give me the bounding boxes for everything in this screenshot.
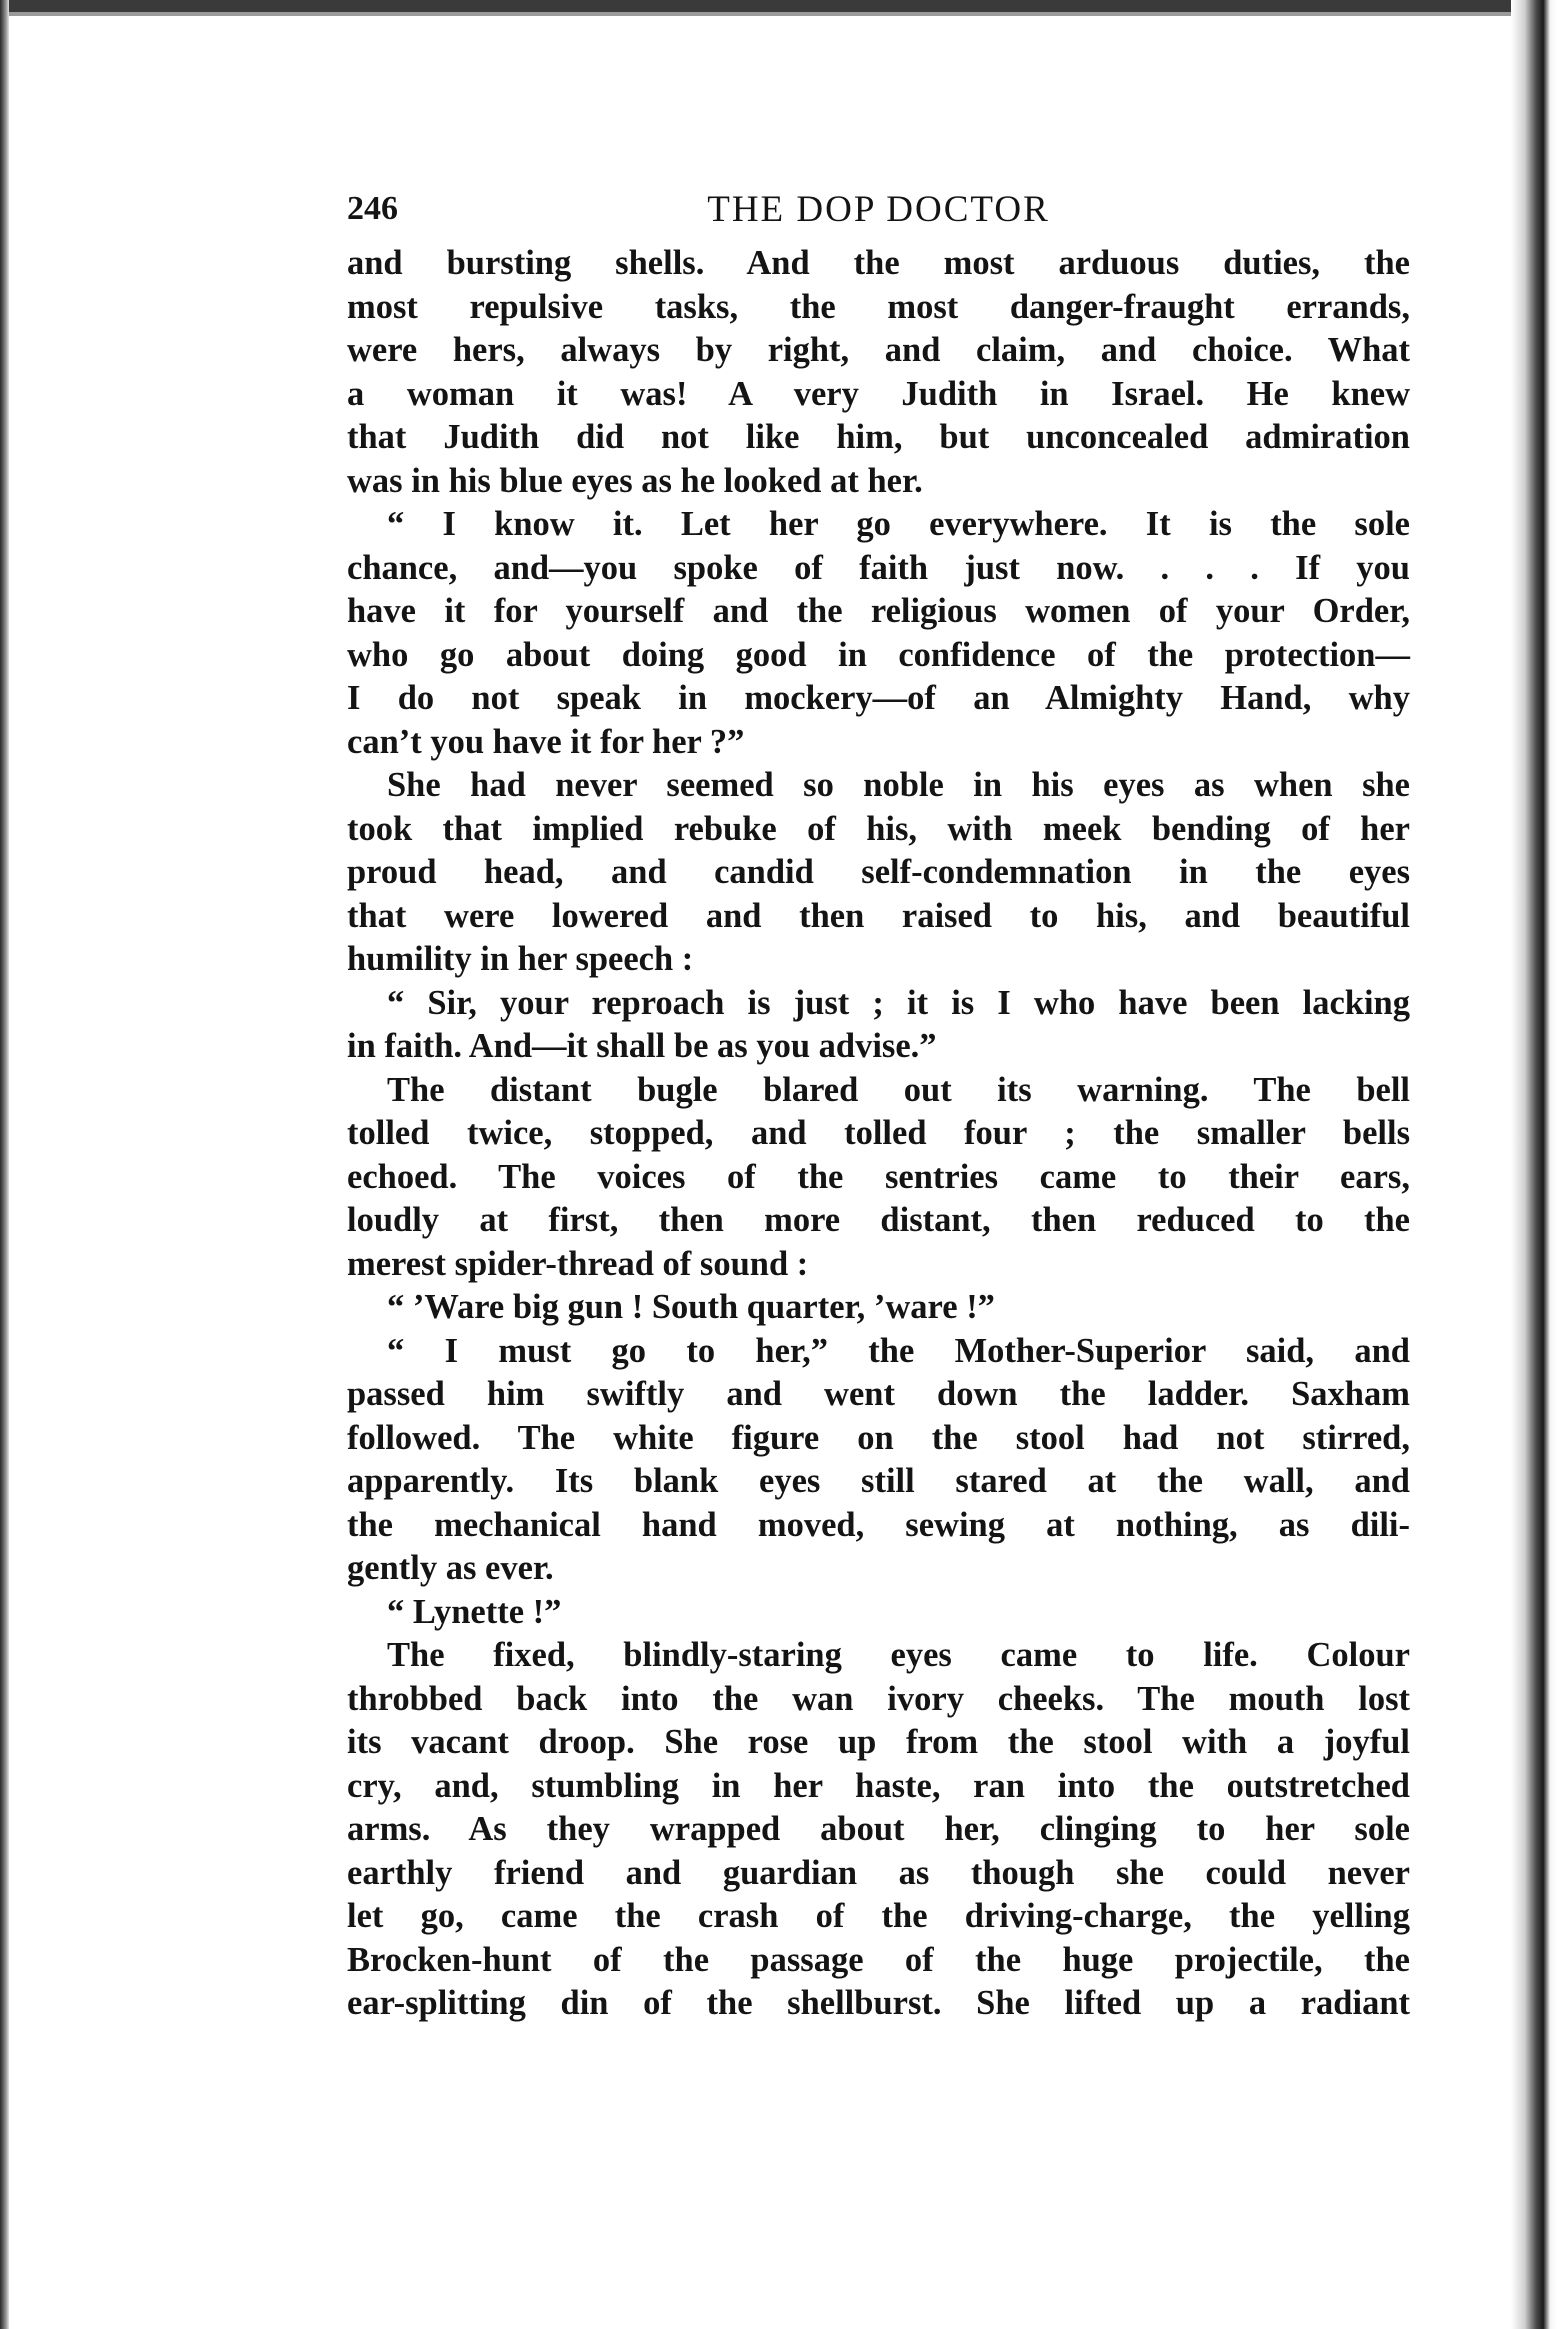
text-line: ear-splitting din of the shellburst. She lifted up a radiant — [347, 1984, 1410, 2022]
text-line: The distant bugle blared out its warning. The bell — [387, 1070, 1410, 1109]
text-line: I do not speak in mockery—of an Almighty Hand, why — [347, 679, 1410, 717]
text-line: merest spider-thread of sound : — [347, 1244, 809, 1283]
text-line: echoed. The voices of the sentries came to their ears, — [347, 1157, 1410, 1196]
text-line: She had never seemed so noble in his eyes as when she — [387, 766, 1410, 804]
text-line: humility in her speech : — [347, 940, 694, 978]
text-line: cry, and, stumbling in her haste, ran into the outstretched — [347, 1766, 1410, 1805]
text-line: earthly friend and guardian as though she could never — [347, 1853, 1410, 1892]
text-line: “ I must go to her,” the Mother-Superior said, and — [387, 1331, 1410, 1370]
text-line: and bursting shells. And the most arduous duties, the — [347, 244, 1410, 282]
text-line: its vacant droop. She rose up from the stool with a joyful — [347, 1723, 1410, 1761]
text-line: apparently. Its blank eyes still stared at the wall, and — [347, 1462, 1410, 1500]
text-line: let go, came the crash of the driving-charge, the yelling — [347, 1897, 1410, 1935]
text-line: throbbed back into the wan ivory cheeks. The mouth lost — [347, 1679, 1410, 1718]
text-line: most repulsive tasks, the most danger-fraught errands, — [347, 287, 1410, 326]
text-line: Brocken-hunt of the passage of the huge projectile, the — [347, 1940, 1410, 1979]
text-line: tolled twice, stopped, and tolled four ; the smaller bells — [347, 1114, 1410, 1152]
scan-edge-right — [1511, 0, 1557, 2329]
scan-edge-left — [0, 0, 9, 2329]
text-line: The fixed, blindly-staring eyes came to life. Colour — [387, 1636, 1410, 1674]
text-line: gently as ever. — [347, 1549, 554, 1587]
text-line: took that implied rebuke of his, with meek bending of her — [347, 809, 1410, 848]
running-head — [347, 182, 1410, 242]
running-title: THE DOP DOCTOR — [707, 189, 1050, 230]
text-line: that Judith did not like him, but unconcealed admiration — [347, 418, 1410, 456]
scan-edge-top-shadow — [0, 12, 1557, 16]
text-line: “ ’Ware big gun ! South quarter, ’ware !” — [387, 1288, 995, 1326]
text-line: arms. As they wrapped about her, clinging to her sole — [347, 1810, 1410, 1848]
text-line: “ Sir, your reproach is just ; it is I who have been lacking — [387, 983, 1410, 1022]
text-line: chance, and—you spoke of faith just now. . . . If you — [347, 548, 1410, 587]
text-line: have it for yourself and the religious women of your Order, — [347, 592, 1410, 630]
text-line: the mechanical hand moved, sewing at nothing, as dili- — [347, 1505, 1410, 1544]
text-line: “ Lynette !” — [387, 1592, 562, 1631]
scan-edge-top — [0, 0, 1557, 12]
text-line: that were lowered and then raised to his, and beautiful — [347, 896, 1410, 935]
text-line: proud head, and candid self-condemnation in the eyes — [347, 853, 1410, 891]
text-line: was in his blue eyes as he looked at her. — [347, 461, 923, 500]
text-line: “ I know it. Let her go everywhere. It is the sole — [387, 505, 1410, 543]
text-line: were hers, always by right, and claim, and choice. What — [347, 331, 1410, 369]
text-line: loudly at first, then more distant, then reduced to the — [347, 1201, 1410, 1239]
text-line: followed. The white figure on the stool had not stirred, — [347, 1418, 1410, 1457]
text-line: can’t you have it for her ?” — [347, 722, 745, 761]
text-line: passed him swiftly and went down the ladder. Saxham — [347, 1375, 1410, 1413]
book-page — [347, 182, 1410, 2026]
text-line: in faith. And—it shall be as you advise.” — [347, 1027, 937, 1065]
text-line: who go about doing good in confidence of the protection— — [347, 635, 1410, 674]
body-text — [347, 242, 1410, 2026]
text-line: a woman it was! A very Judith in Israel. He knew — [347, 374, 1410, 413]
page-number: 246 — [347, 190, 398, 227]
